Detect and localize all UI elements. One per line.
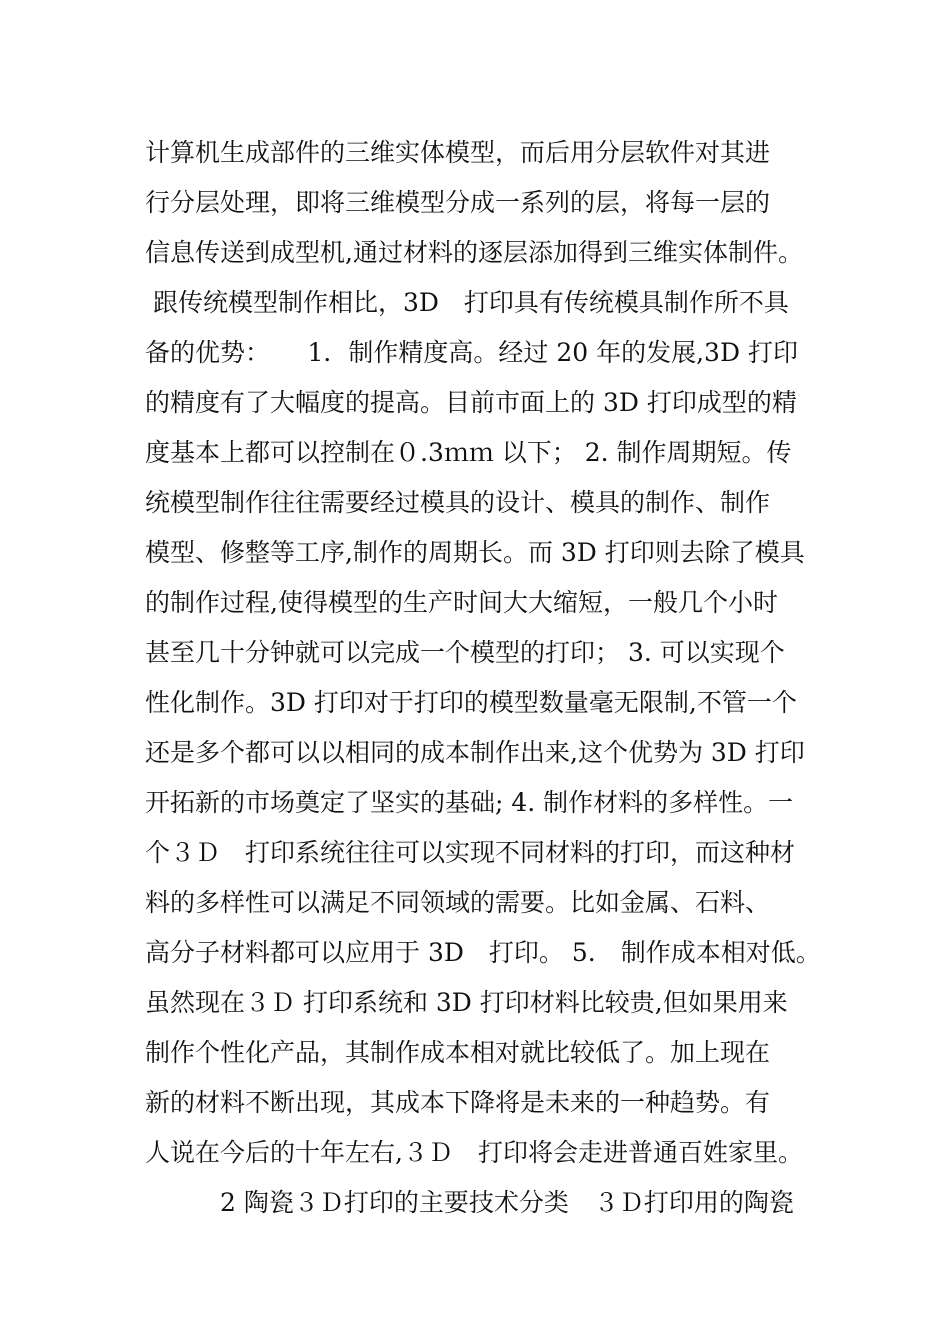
text-line: 行分层处理，即将三维模型分成一系列的层，将每一层的 [145, 188, 771, 217]
text-line: 制作个性化产品，其制作成本相对就比较低了。加上现在 [145, 1038, 771, 1067]
text-line: 甚至几十分钟就可以完成一个模型的打印； 3. 可以实现个 [145, 638, 785, 667]
text-line: 性化制作。3D 打印对于打印的模型数量毫无限制,不管一个 [145, 688, 797, 717]
text-line: 高分子材料都可以应用于 3D 打印。 5. 制作成本相对低。 [145, 938, 821, 967]
text-line: 开拓新的市场奠定了坚实的基础; 4. 制作材料的多样性。一 [145, 788, 794, 817]
text-line: 新的材料不断出现，其成本下降将是未来的一种趋势。有 [145, 1088, 771, 1117]
text-line: 还是多个都可以以相同的成本制作出来,这个优势为 3D 打印 [145, 738, 805, 767]
text-line: 的精度有了大幅度的提高。目前市面上的 3D 打印成型的精 [145, 388, 797, 417]
text-line: 信息传送到成型机,通过材料的逐层添加得到三维实体制件。 [145, 238, 803, 267]
text-line: 备的优势： 1．制作精度高。经过 20 年的发展,3D 打印 [145, 338, 798, 367]
text-line: 个３Ｄ 打印系统往往可以实现不同材料的打印，而这种材 [145, 838, 796, 867]
text-line: 虽然现在３Ｄ 打印系统和 3D 打印材料比较贵,但如果用来 [145, 988, 788, 1017]
text-line: 计算机生成部件的三维实体模型，而后用分层软件对其进 [145, 138, 771, 167]
text-line: 料的多样性可以满足不同领域的需要。比如金属、石料、 [145, 888, 771, 917]
text-line: 人说在今后的十年左右,３Ｄ 打印将会走进普通百姓家里。 [145, 1138, 803, 1167]
text-line: 模型、修整等工序,制作的周期长。而 3D 打印则去除了模具 [145, 538, 805, 567]
text-line: 度基本上都可以控制在０.3ｍｍ 以下； 2. 制作周期短。传 [145, 438, 792, 467]
section-heading-line: 2 陶瓷３Ｄ打印的主要技术分类 ３Ｄ打印用的陶瓷 [145, 1188, 794, 1217]
text-line: 跟传统模型制作相比，3D 打印具有传统模具制作所不具 [145, 288, 789, 317]
body-text [145, 128, 825, 1228]
text-line: 的制作过程,使得模型的生产时间大大缩短，一般几个小时 [145, 588, 778, 617]
text-line: 统模型制作往往需要经过模具的设计、模具的制作、制作 [145, 488, 771, 517]
